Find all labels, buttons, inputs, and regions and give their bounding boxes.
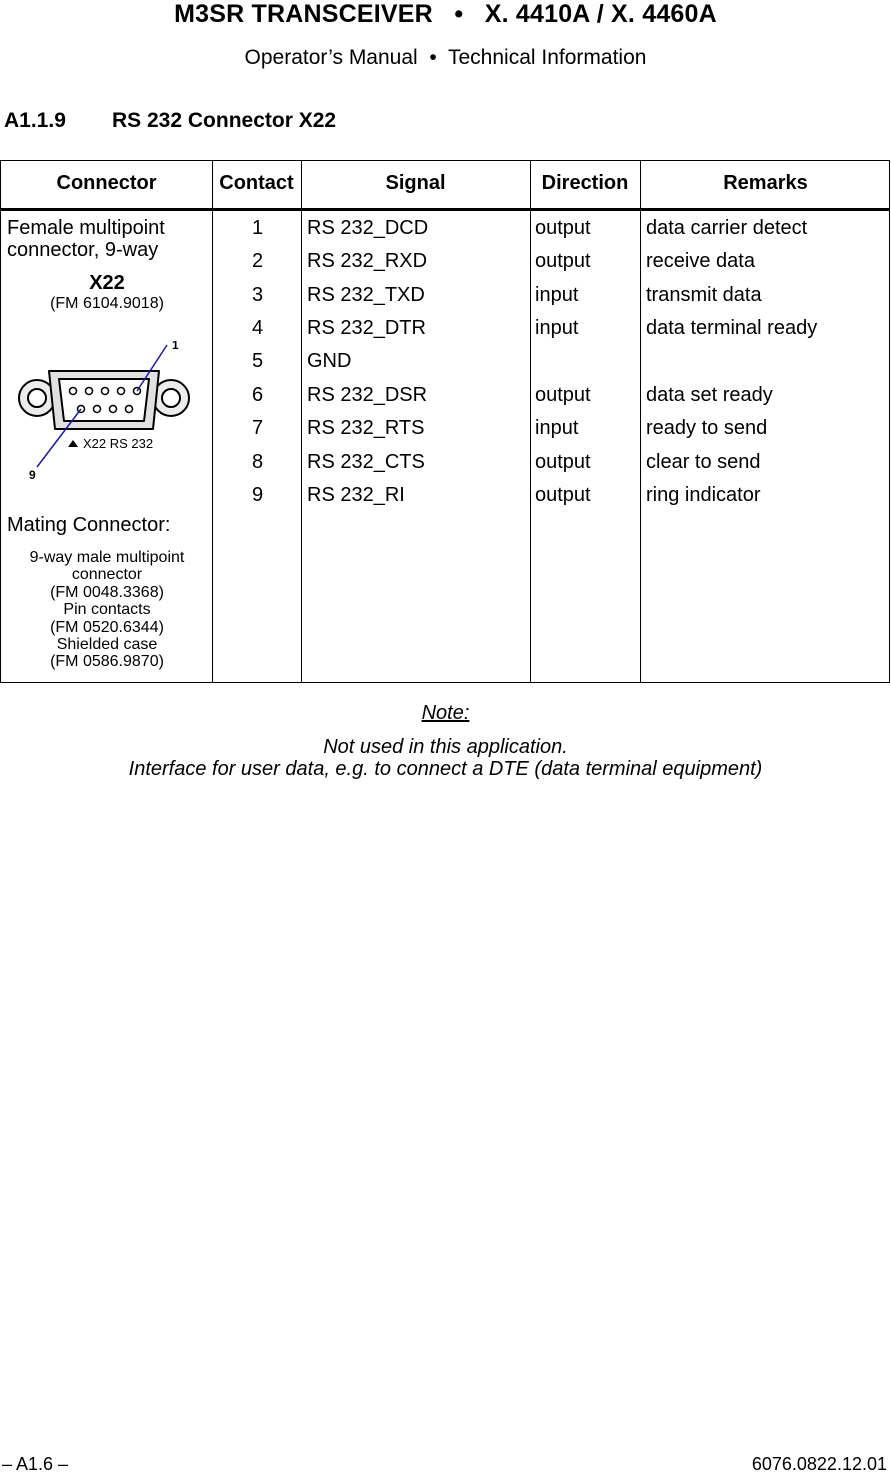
- mating-detail-line: Shielded case: [56, 636, 158, 654]
- signal-cell: RS 232_RI: [307, 484, 405, 506]
- connector-description-line2: connector, 9-way: [7, 239, 159, 261]
- pin1-label: 1: [172, 341, 179, 352]
- contact-cell: 6: [251, 384, 264, 406]
- connector-part-number: (FM 6104.9018): [50, 295, 164, 312]
- signal-cell: RS 232_CTS: [307, 451, 425, 473]
- orientation-triangle-icon: [68, 440, 78, 447]
- col-header-signal: Signal: [385, 172, 446, 194]
- section-number: A1.1.9: [4, 109, 66, 132]
- note-heading: Note:: [421, 702, 470, 724]
- column-divider: [640, 161, 641, 682]
- document-subtitle: Operator’s Manual • Technical Information: [244, 46, 647, 69]
- remarks-cell: receive data: [646, 250, 755, 272]
- remarks-cell: ready to send: [646, 417, 768, 439]
- mating-detail-line: connector: [71, 566, 143, 584]
- contact-cell: 5: [251, 350, 264, 372]
- mating-connector-details: [1, 549, 213, 671]
- header-rule: [1, 208, 889, 211]
- section-title: RS 232 Connector X22: [112, 109, 337, 132]
- col-header-direction: Direction: [541, 172, 629, 194]
- mating-detail-line: (FM 0520.6344): [50, 618, 164, 636]
- connector-id: X22: [89, 272, 125, 294]
- direction-cell: output: [535, 484, 591, 506]
- note-line-1: Not used in this application.: [323, 736, 568, 758]
- direction-cell: output: [535, 217, 591, 239]
- remarks-cell: data set ready: [646, 384, 773, 406]
- direction-cell: output: [535, 384, 591, 406]
- col-header-connector: Connector: [56, 172, 157, 194]
- signal-cell: RS 232_RXD: [307, 250, 428, 272]
- remarks-cell: data terminal ready: [646, 317, 818, 339]
- contact-cell: 2: [251, 250, 264, 272]
- direction-cell: input: [535, 417, 579, 439]
- direction-cell: input: [535, 284, 579, 306]
- mating-detail-line: 9-way male multipoint: [29, 549, 185, 566]
- mating-detail-line: (FM 0586.9870): [50, 653, 164, 671]
- page-number: – A1.6 –: [2, 1454, 69, 1474]
- signal-cell: RS 232_RTS: [307, 417, 425, 439]
- contact-cell: 4: [251, 317, 264, 339]
- remarks-cell: data carrier detect: [646, 217, 808, 239]
- contact-cell: 8: [251, 451, 264, 473]
- col-header-contact: Contact: [219, 172, 294, 194]
- pin9-label: 9: [29, 468, 36, 482]
- remarks-cell: clear to send: [646, 451, 761, 473]
- signal-cell: RS 232_DCD: [307, 217, 429, 239]
- mating-connector-label: Mating Connector:: [7, 514, 171, 536]
- remarks-cell: transmit data: [646, 284, 762, 306]
- col-header-remarks: Remarks: [723, 172, 808, 194]
- mating-detail-line: (FM 0048.3368): [50, 583, 164, 601]
- contact-cell: 3: [251, 284, 264, 306]
- document-number: 6076.0822.12.01: [751, 1454, 887, 1474]
- mating-detail-line: Pin contacts: [63, 601, 151, 619]
- direction-cell: output: [535, 451, 591, 473]
- connector-table: [0, 160, 890, 683]
- contact-cell: 7: [251, 417, 264, 439]
- contact-cell: 1: [251, 217, 264, 239]
- remarks-cell: ring indicator: [646, 484, 761, 506]
- signal-cell: RS 232_DSR: [307, 384, 428, 406]
- direction-cell: output: [535, 250, 591, 272]
- note-line-2: Interface for user data, e.g. to connect a DTE (data terminal equipment): [128, 758, 763, 780]
- direction-cell: input: [535, 317, 579, 339]
- signal-cell: RS 232_TXD: [307, 284, 425, 306]
- connector-figure-label: X22 RS 232: [83, 436, 154, 451]
- signal-cell: GND: [307, 350, 352, 372]
- connector-description-line1: Female multipoint: [7, 217, 165, 239]
- contact-cell: 9: [251, 484, 264, 506]
- db9-connector-figure: [15, 341, 195, 491]
- column-divider: [530, 161, 531, 682]
- document-title: M3SR TRANSCEIVER • X. 4410A / X. 4460A: [174, 0, 717, 28]
- signal-cell: RS 232_DTR: [307, 317, 426, 339]
